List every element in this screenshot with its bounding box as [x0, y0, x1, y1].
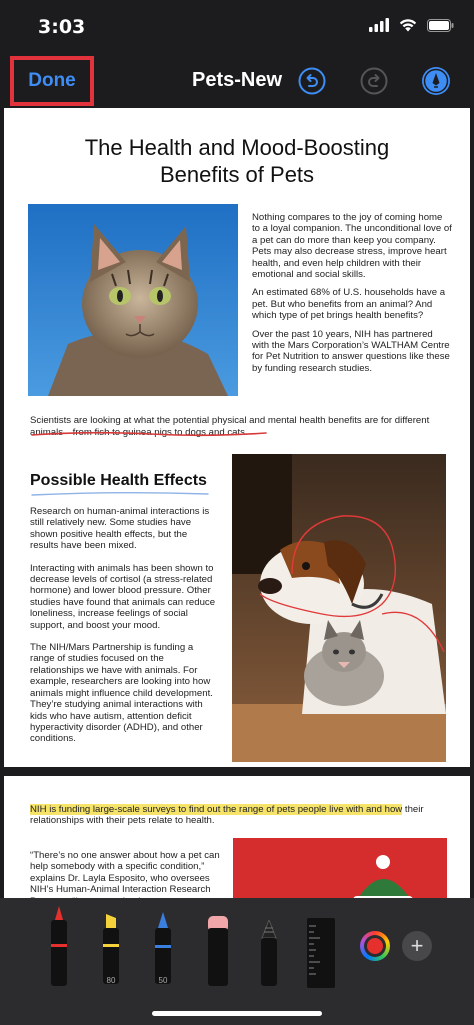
cat-photo	[28, 204, 238, 396]
redo-icon[interactable]	[359, 66, 389, 96]
add-button[interactable]: +	[402, 931, 432, 961]
document-page-1[interactable]	[4, 108, 470, 767]
article-title: The Health and Mood-Boosting Benefits of Pets	[84, 135, 390, 187]
callout-text: Scientists are looking at what the potential physical and mental health benefits are for different animals—from fish to guinea pigs to dogs and cats.	[30, 415, 430, 438]
intro-text	[252, 212, 452, 381]
intro-paragraph: Nothing compares to the joy of coming home to a loyal companion. The unconditional love of a pet can do more than keep you company. Pets may also decrease stress, improve heart health, and even help children with their emotional and social skills.	[252, 212, 452, 281]
markup-pen-icon[interactable]	[421, 66, 451, 96]
navigation-bar	[0, 56, 474, 106]
undo-icon[interactable]	[297, 66, 327, 96]
eraser-tool-icon[interactable]	[205, 916, 231, 986]
quote-text: “There’s no one answer about how a pet can help somebody with a specific condition,” explains Dr. Layla Esposito, who oversees NIH’s Human-Animal Interaction Research	[30, 850, 220, 896]
status-time: 3:03	[38, 16, 86, 38]
selected-color-swatch	[367, 938, 383, 954]
color-picker-button[interactable]	[360, 931, 390, 961]
status-bar	[0, 0, 474, 56]
document-title: Pets-New	[191, 69, 283, 91]
cellular-signal-icon	[369, 18, 389, 32]
pencil-tool-icon[interactable]	[151, 912, 175, 984]
yellow-highlight-annotation[interactable]: NIH is funding large-scale surveys to find out the range of pets people live with and how	[30, 804, 403, 815]
intro-paragraph: Over the past 10 years, NIH has partnered with the Mars Corporation’s WALTHAM Centre for Pet Nutrition to answer questions like these by funding research studies.	[252, 328, 450, 374]
ruler-tool-icon[interactable]	[306, 918, 336, 988]
highlighter-tool-icon[interactable]	[99, 914, 123, 984]
health-effects-text	[30, 506, 216, 756]
home-indicator	[152, 1011, 322, 1016]
health-paragraph: Interacting with animals has been shown to decrease levels of cortisol (a stress-related hormone) and lower blood pressure. Other studies have found that animals can reduce loneliness, increase feelings of social support, and boost your mood.	[30, 562, 216, 631]
pen-tool-icon[interactable]	[47, 906, 71, 986]
document-page-2[interactable]	[4, 776, 470, 916]
section-heading: Possible Health Effects	[30, 472, 207, 489]
dog-and-cat-photo	[232, 454, 446, 762]
highlighted-text: NIH is funding large-scale surveys to find out the range of pets people live with and how their relationships with their pets relate to health.	[30, 804, 424, 827]
status-icons	[369, 18, 454, 32]
health-paragraph: The NIH/Mars Partnership is funding a range of studies focused on the relationships we have with animals. For example, researchers are looking into how animals might influence child development. They’re studying animal interactions with kids who have autism, attention deficit hyperactivity disorder (ADHD), and other conditions.	[30, 642, 213, 745]
pencil-opacity-label: 50	[158, 976, 168, 985]
red-underline-annotation[interactable]	[30, 430, 270, 440]
lasso-tool-icon[interactable]	[257, 920, 281, 986]
battery-icon	[427, 19, 454, 32]
intro-paragraph: An estimated 68% of U.S. households have a pet. But who benefits from an animal? And which type of pet brings health benefits?	[252, 287, 446, 322]
blue-underline-annotation[interactable]	[30, 490, 210, 498]
highlighter-opacity-label: 80	[106, 976, 116, 985]
markup-toolbar	[0, 898, 474, 1025]
health-paragraph: Research on human-animal interactions is still relatively new. Some studies have shown positive health effects, but the results have been mixed.	[30, 506, 210, 552]
wifi-icon	[399, 18, 417, 32]
done-button[interactable]: Done	[10, 56, 94, 106]
